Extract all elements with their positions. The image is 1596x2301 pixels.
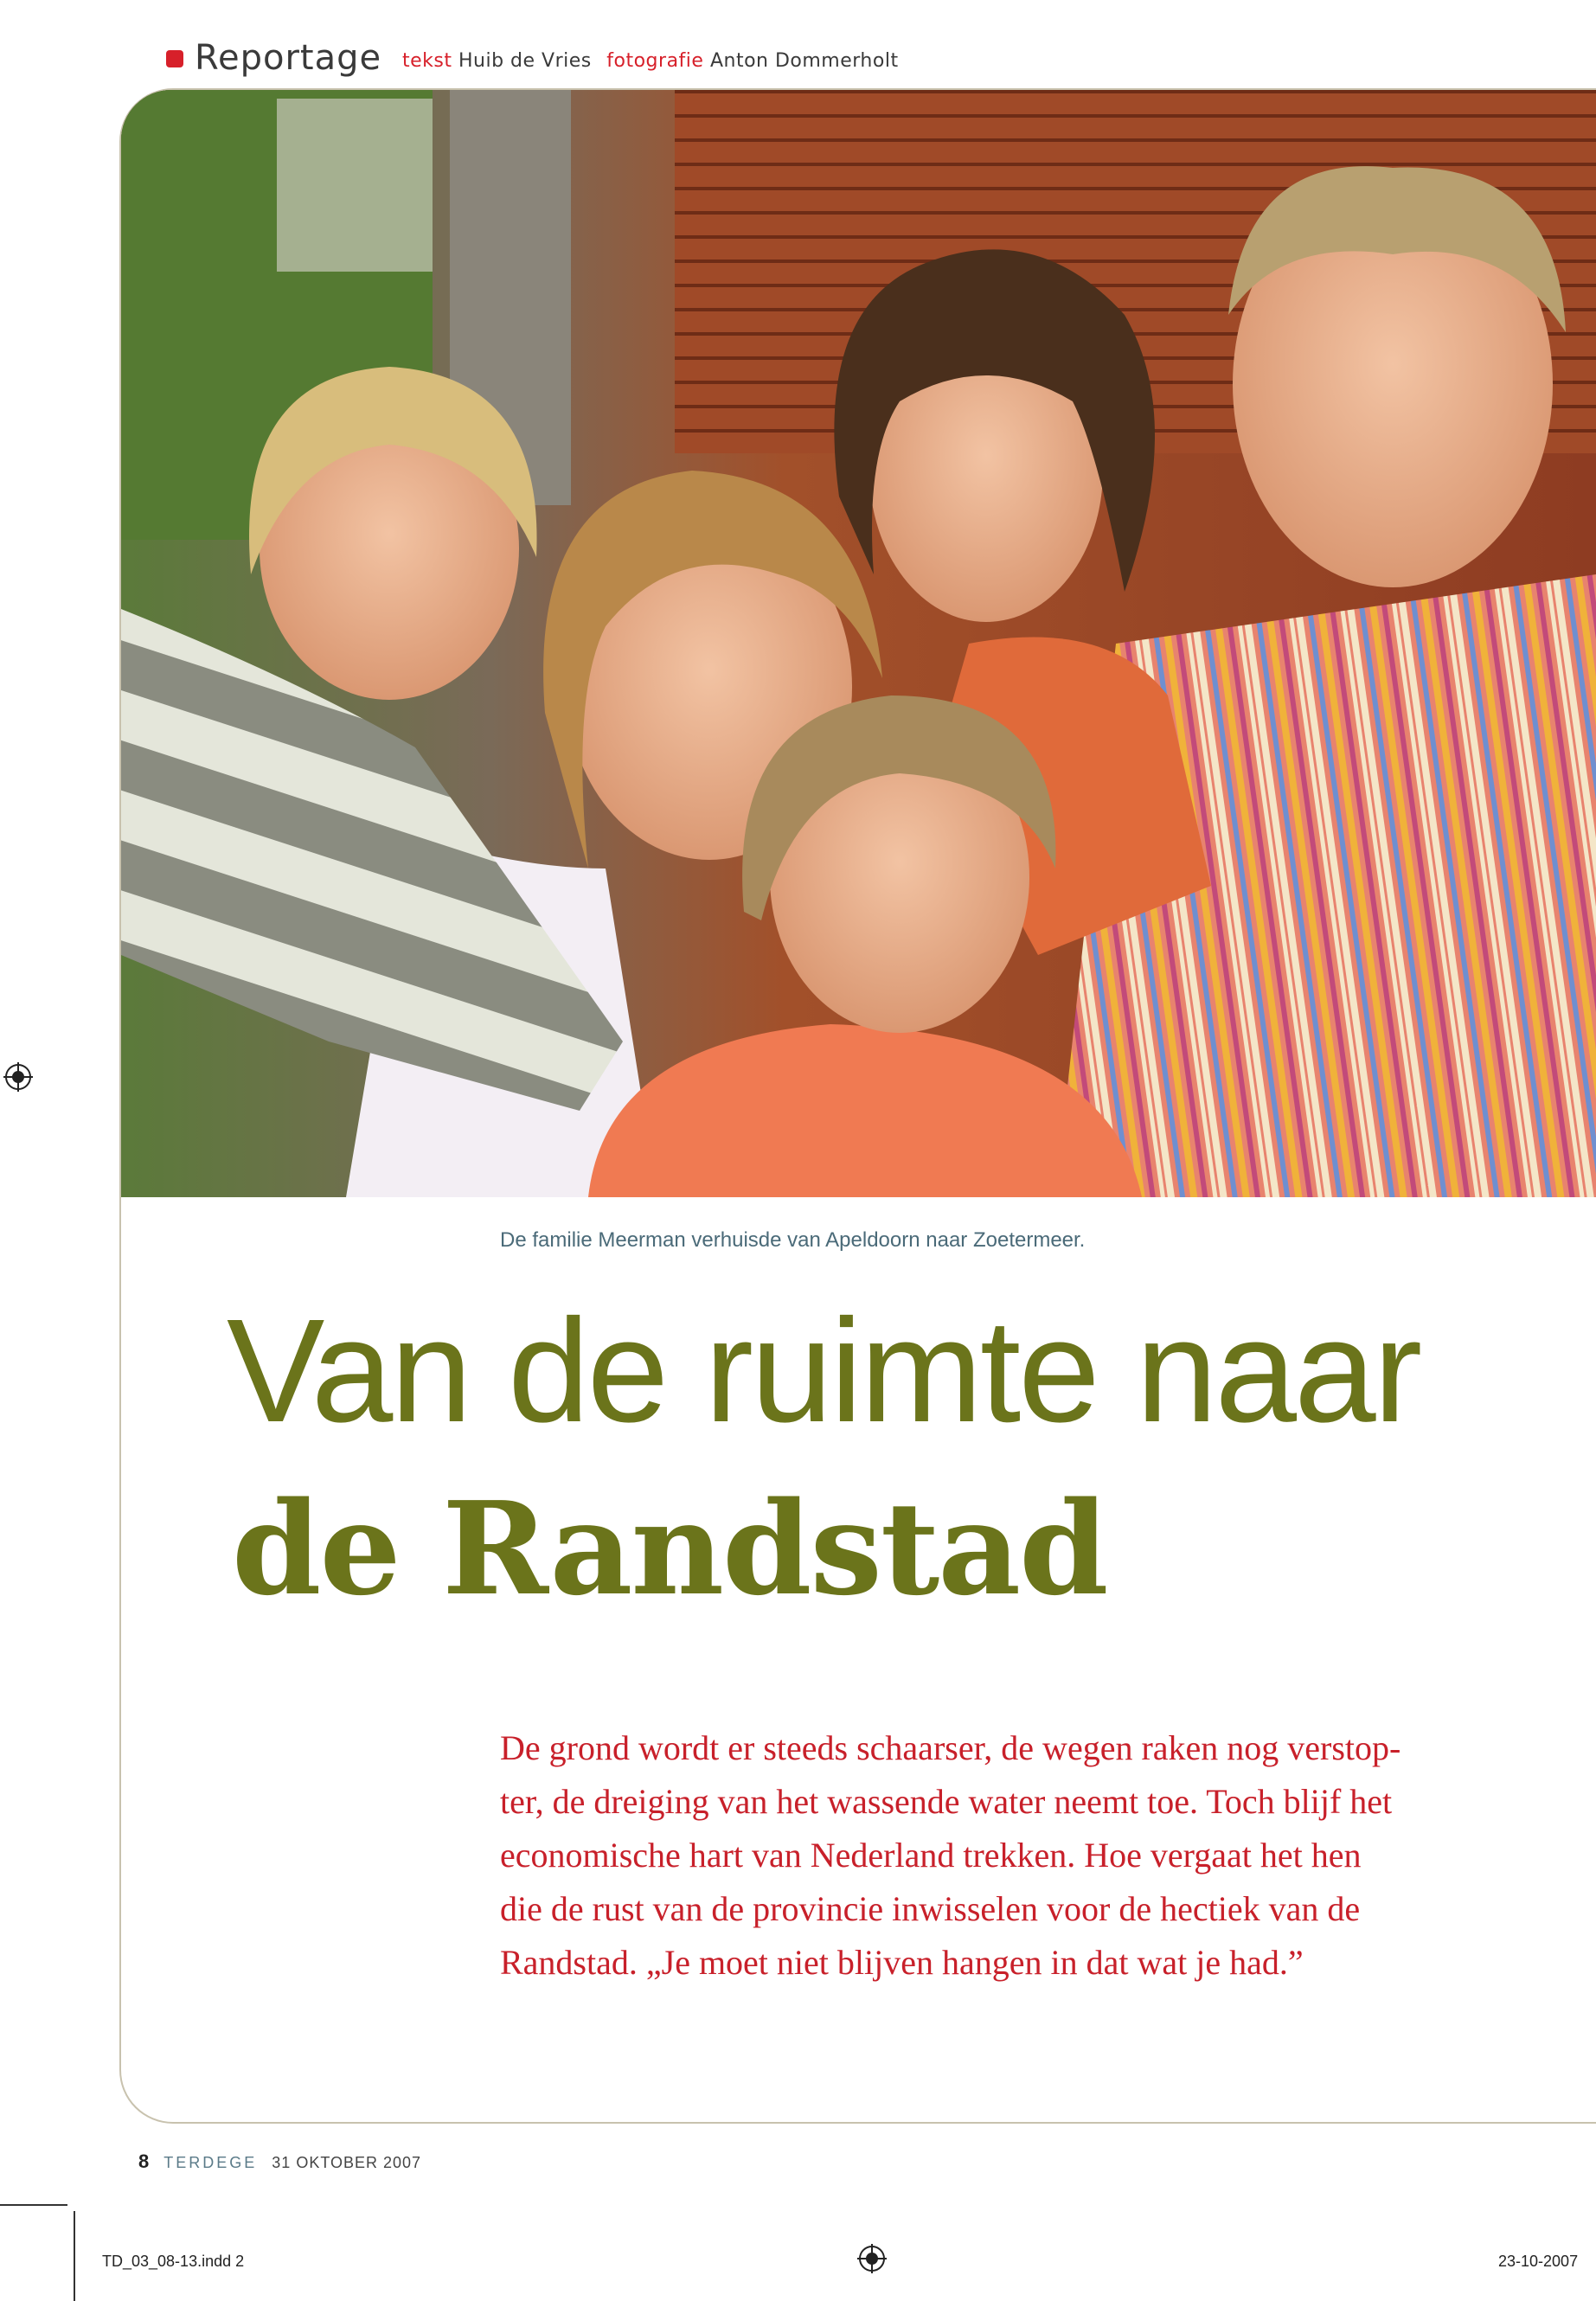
intro-paragraph bbox=[500, 1721, 1495, 1990]
intro-line: Randstad. „Je moet niet blijven hangen in dat wat je had.” bbox=[500, 1943, 1304, 1982]
folio bbox=[138, 2150, 421, 2174]
intro-line: economische hart van Nederland trekken. Hoe vergaat het hen bbox=[500, 1836, 1362, 1875]
print-slug-file: TD_03_08-13.indd 2 bbox=[102, 2253, 245, 2270]
text-credit-label: tekst bbox=[402, 50, 452, 72]
issue-date: 31 OKTOBER 2007 bbox=[272, 2154, 422, 2171]
print-slug-date: 23-10-2007 bbox=[1498, 2253, 1579, 2270]
photo-credit-label: fotografie bbox=[606, 50, 704, 72]
registration-mark-icon bbox=[3, 1062, 33, 1092]
headline-line-1: Van de ruimte naar bbox=[227, 1289, 1420, 1453]
headline-line-2: de Randstad bbox=[232, 1473, 1107, 1624]
byline bbox=[402, 48, 899, 74]
registration-mark-icon bbox=[857, 2244, 887, 2273]
crop-mark-horizontal bbox=[0, 2204, 67, 2206]
photo-credit-author: Anton Dommerholt bbox=[709, 50, 899, 72]
crop-mark-vertical bbox=[74, 2211, 75, 2301]
intro-line: die de rust van de provincie inwisselen voor de hectiek van de bbox=[500, 1889, 1361, 1928]
family-photo bbox=[121, 90, 1596, 1197]
photo-caption: De familie Meerman verhuisde van Apeldoorn naar Zoetermeer. bbox=[500, 1228, 1086, 1252]
section-label: Reportage bbox=[195, 38, 382, 78]
section-marker bbox=[166, 50, 183, 67]
magazine-name: TERDEGE bbox=[163, 2154, 258, 2171]
text-credit-author: Huib de Vries bbox=[458, 50, 592, 72]
intro-line: De grond wordt er steeds schaarser, de wegen raken nog verstop- bbox=[500, 1728, 1401, 1767]
page-number: 8 bbox=[138, 2150, 150, 2172]
intro-line: ter, de dreiging van het wassende water neemt toe. Toch blijf het bbox=[500, 1782, 1393, 1821]
